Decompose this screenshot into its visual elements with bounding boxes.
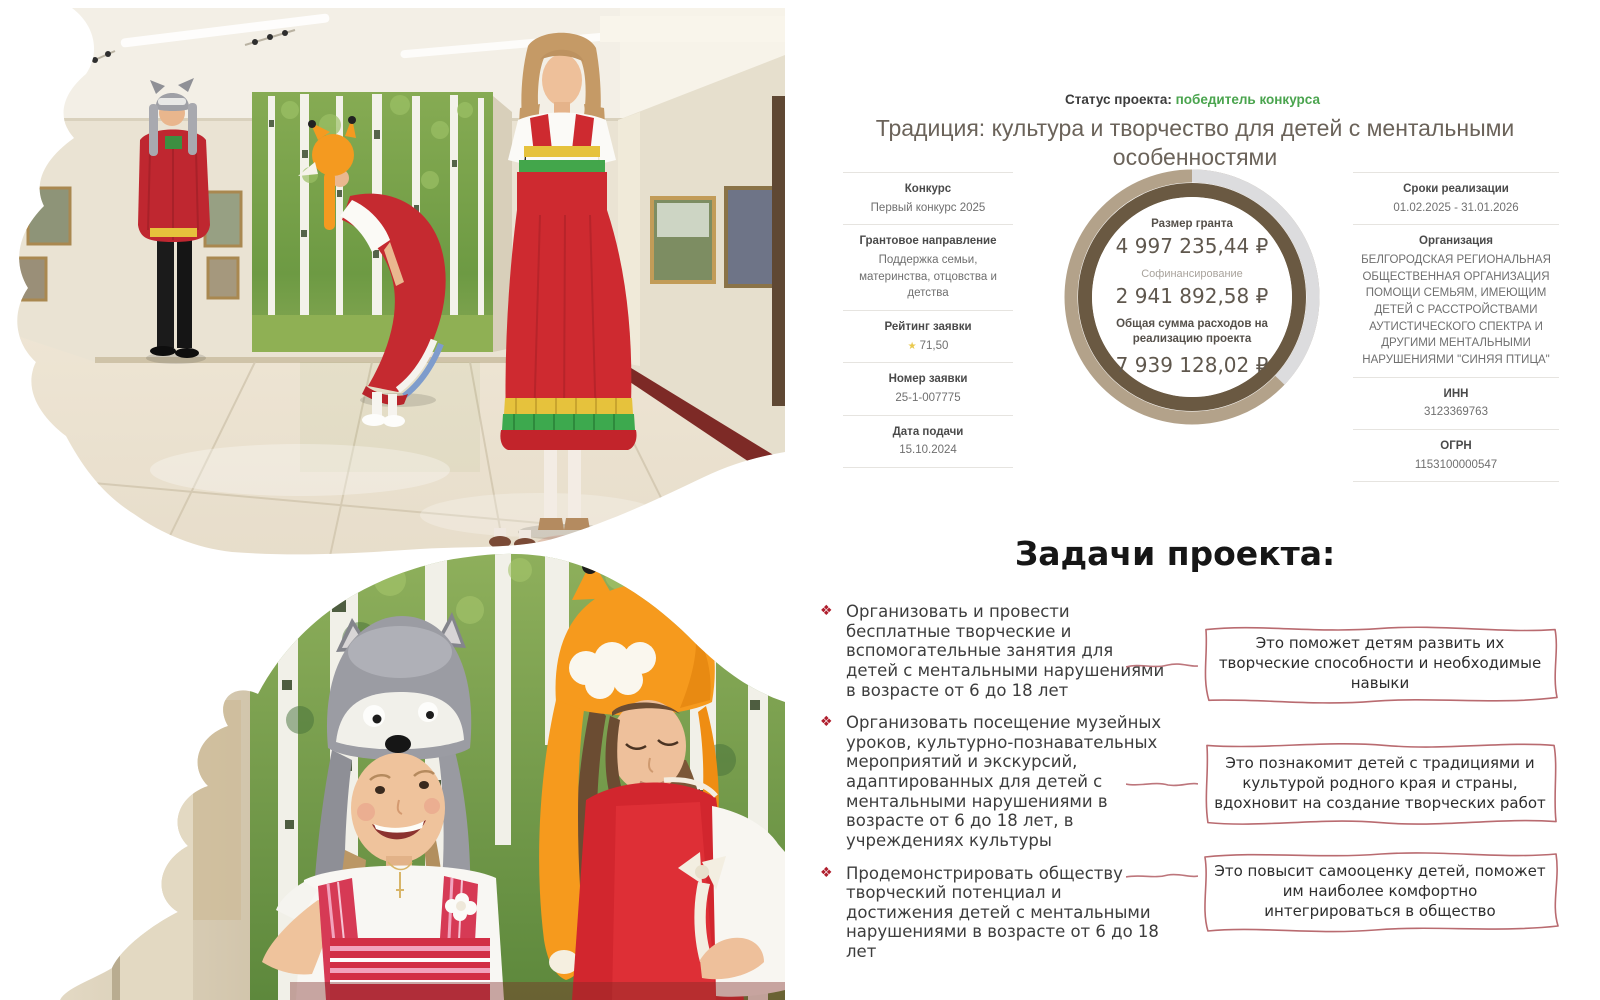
callout-connector-line	[1126, 779, 1198, 789]
project-title: Традиция: культура и творчество для детей с ментальными особенностями	[875, 115, 1515, 171]
tasks-list	[820, 602, 1168, 975]
callout-connector-line	[1126, 661, 1198, 671]
wall-paintings-right	[652, 188, 776, 286]
info-item-inn: ИНН 3123369763	[1353, 377, 1559, 429]
info-item-rating: Рейтинг заявки ★ 71,50	[843, 310, 1013, 362]
info-item-submission-date: Дата подачи 15.10.2024	[843, 415, 1013, 468]
status-value: победитель конкурса	[1175, 92, 1320, 107]
task-item-3: ❖ Продемонстрировать обществу творческий потенциал и достижения детей с ментальными нарушениями в возрасте от 6 до 18 лет	[820, 863, 1159, 961]
info-item-ogrn: ОГРН 1153100000547	[1353, 429, 1559, 482]
info-item-grant-direction: Грантовое направление Поддержка семьи, материнства, отцовства и детства	[843, 224, 1013, 310]
task-item-2: ❖ Организовать посещение музейных уроков, культурно-познавательных мероприятий и экскурсий, адаптированных для детей с ментальными нарушениями в возрасте от 6 до 18 лет, в учреждениях культуры	[820, 713, 1162, 850]
project-status	[785, 92, 1600, 107]
budget-figures	[1063, 168, 1321, 426]
grant-size-value: 4 997 235,44 ₽	[1115, 234, 1269, 259]
info-column-left	[843, 172, 1013, 468]
info-item-application-number: Номер заявки 25-1-007775	[843, 362, 1013, 414]
diamond-bullet-icon: ❖	[820, 603, 833, 619]
task-callout-1: Это поможет детям развить их творческие способности и необходимые навыки	[1196, 620, 1564, 708]
grant-size-label: Размер гранта	[1151, 218, 1233, 231]
info-column-right	[1353, 172, 1559, 482]
info-item-contest: Конкурс Первый конкурс 2025	[843, 172, 1013, 224]
photo-bottom-children-closeup	[0, 540, 785, 1000]
tasks-heading: Задачи проекта:	[1014, 534, 1336, 573]
cofinancing-value: 2 941 892,58 ₽	[1115, 283, 1269, 308]
info-item-organization: Организация БЕЛГОРОДСКАЯ РЕГИОНАЛЬНАЯ ОБЩЕСТВЕННАЯ ОРГАНИЗАЦИЯ ПОМОЩИ СЕМЬЯМ, ИМЕЮЩИМ ДЕТЕЙ С РАССТРОЙСТВАМИ АУТИСТИЧЕСКОГО СПЕКТРА И ДРУГИМИ МЕНТАЛЬНЫМИ НАРУШЕНИЯМИ "СИНЯЯ ПТИЦА"	[1353, 224, 1559, 376]
star-icon: ★	[907, 340, 917, 352]
task-callout-2: Это познакомит детей с традициями и культурой родного края и страны, вдохновит на создание творческих работ	[1196, 736, 1564, 832]
status-label: Статус проекта:	[1065, 92, 1172, 107]
fox-hat	[312, 134, 354, 176]
total-expenses-value: 7 939 128,02 ₽	[1115, 352, 1269, 377]
callout-connector-line	[1126, 871, 1198, 881]
task-callout-3: Это повысит самооценку детей, поможет им наиболее комфортно интегрироваться в общество	[1196, 846, 1564, 938]
diamond-bullet-icon: ❖	[820, 714, 833, 731]
total-expenses-label: Общая сумма расходов на реализацию проекта	[1116, 317, 1268, 345]
cofinancing-label: Софинансирование	[1141, 268, 1243, 281]
info-item-timeline: Сроки реализации 01.02.2025 - 31.01.2026	[1353, 172, 1559, 224]
task-item-1: ❖ Организовать и провести бесплатные творческие и вспомогательные занятия для детей с ментальными нарушениями в возрасте от 6 до 18 лет	[820, 602, 1165, 700]
diamond-bullet-icon: ❖	[820, 864, 833, 881]
photo-collage	[0, 0, 785, 1000]
